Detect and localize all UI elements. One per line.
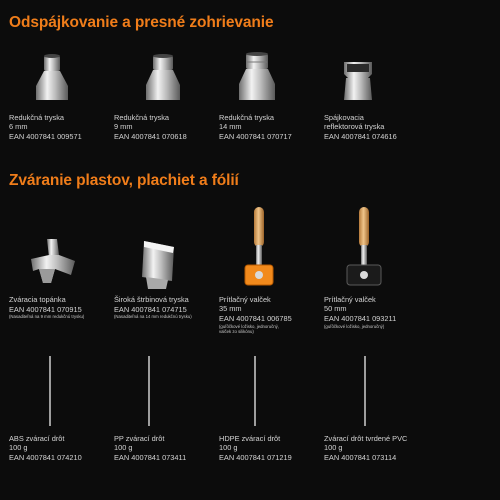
product-wide-slot-nozzle <box>114 205 219 330</box>
product-name: PP zvárací drôt <box>114 434 165 443</box>
product-note: valček zo silikónu) <box>219 329 254 335</box>
product-ean: EAN 4007841 070915 <box>9 305 82 315</box>
product-spec: 100 g <box>324 443 343 453</box>
product-spec: 100 g <box>114 443 133 453</box>
product-ean: EAN 4007841 093211 <box>324 314 397 324</box>
product-hdpe-welding-rod <box>219 352 324 472</box>
product-name: Prítlačný valček <box>219 295 271 304</box>
welding-shoe-icon <box>25 235 79 289</box>
product-ean: EAN 4007841 071219 <box>219 453 292 463</box>
section-title-plastic-welding: Zváranie plastov, plachiet a fólií <box>9 172 239 189</box>
product-spec: 6 mm <box>9 122 28 132</box>
product-spec: 50 mm <box>324 304 347 314</box>
product-caption <box>114 434 186 463</box>
product-caption <box>324 434 407 463</box>
product-ean: EAN 4007841 009571 <box>9 132 82 142</box>
product-caption <box>114 113 187 142</box>
product-note: (guľôčkové ložisko, jednoručný, <box>219 323 280 329</box>
product-caption <box>9 434 82 463</box>
pressure-roller-black-icon <box>344 205 384 289</box>
reduction-nozzle-icon <box>141 52 185 104</box>
product-ean: EAN 4007841 074210 <box>9 453 82 463</box>
reduction-nozzle-icon <box>233 50 281 106</box>
welding-rod-icon <box>47 356 53 426</box>
product-name: Zváracia topánka <box>9 295 66 304</box>
reduction-nozzle-icon <box>30 52 74 104</box>
product-reduction-nozzle-6mm <box>9 50 114 155</box>
pressure-roller-orange-icon <box>241 205 277 289</box>
product-caption <box>324 295 396 329</box>
product-name: Redukčná tryska <box>219 113 275 122</box>
product-caption <box>9 113 82 142</box>
product-spec: 100 g <box>9 443 28 453</box>
product-ean: EAN 4007841 070717 <box>219 132 292 142</box>
product-spec: 35 mm <box>219 304 242 314</box>
product-reduction-nozzle-14mm <box>219 50 324 155</box>
product-spec: 14 mm <box>219 122 242 132</box>
product-name: Spájkovacia <box>324 113 364 122</box>
section-title-desoldering: Odspájkovanie a presné zohrievanie <box>9 14 274 31</box>
welding-rod-icon <box>146 356 152 426</box>
product-reduction-nozzle-9mm <box>114 50 219 155</box>
product-note: (guľôčkové ložisko, jednoručný) <box>324 323 385 329</box>
product-ean: EAN 4007841 074715 <box>114 305 187 315</box>
welding-rod-icon <box>362 356 368 426</box>
product-caption <box>219 295 292 335</box>
wide-slot-nozzle-icon <box>138 239 178 291</box>
reflector-nozzle-icon <box>338 60 378 106</box>
product-caption <box>114 295 192 320</box>
product-name: Prítlačný valček <box>324 295 376 304</box>
product-ean: EAN 4007841 006785 <box>219 314 292 324</box>
product-caption <box>219 434 292 463</box>
welding-rod-icon <box>252 356 258 426</box>
product-ean: EAN 4007841 070618 <box>114 132 187 142</box>
product-name: Redukčná tryska <box>9 113 65 122</box>
product-pressure-roller-35mm <box>219 205 324 345</box>
product-abs-welding-rod <box>9 352 114 472</box>
product-pvc-welding-rod <box>324 352 429 472</box>
product-name: ABS zvárací drôt <box>9 434 65 443</box>
product-welding-shoe <box>9 205 114 330</box>
product-spec: 100 g <box>219 443 238 453</box>
product-caption <box>9 295 84 320</box>
product-name: Zvárací drôt tvrdené PVC <box>324 434 408 443</box>
product-pressure-roller-50mm <box>324 205 429 345</box>
product-reflector-nozzle <box>324 50 429 155</box>
product-spec: reflektorová tryska <box>324 122 385 132</box>
product-name: Široká štrbinová tryska <box>114 295 189 304</box>
product-name: Redukčná tryska <box>114 113 170 122</box>
product-ean: EAN 4007841 074616 <box>324 132 397 142</box>
product-caption <box>324 113 397 142</box>
product-note: (Nasaditeľná na 14 mm redukčnú trysku) <box>114 314 192 320</box>
product-ean: EAN 4007841 073114 <box>324 453 397 463</box>
product-caption <box>219 113 292 142</box>
product-spec: 9 mm <box>114 122 133 132</box>
product-ean: EAN 4007841 073411 <box>114 453 187 463</box>
product-name: HDPE zvárací drôt <box>219 434 281 443</box>
product-pp-welding-rod <box>114 352 219 472</box>
product-note: (Nasaditeľná na 9 mm redukčnú trysku) <box>9 314 85 320</box>
